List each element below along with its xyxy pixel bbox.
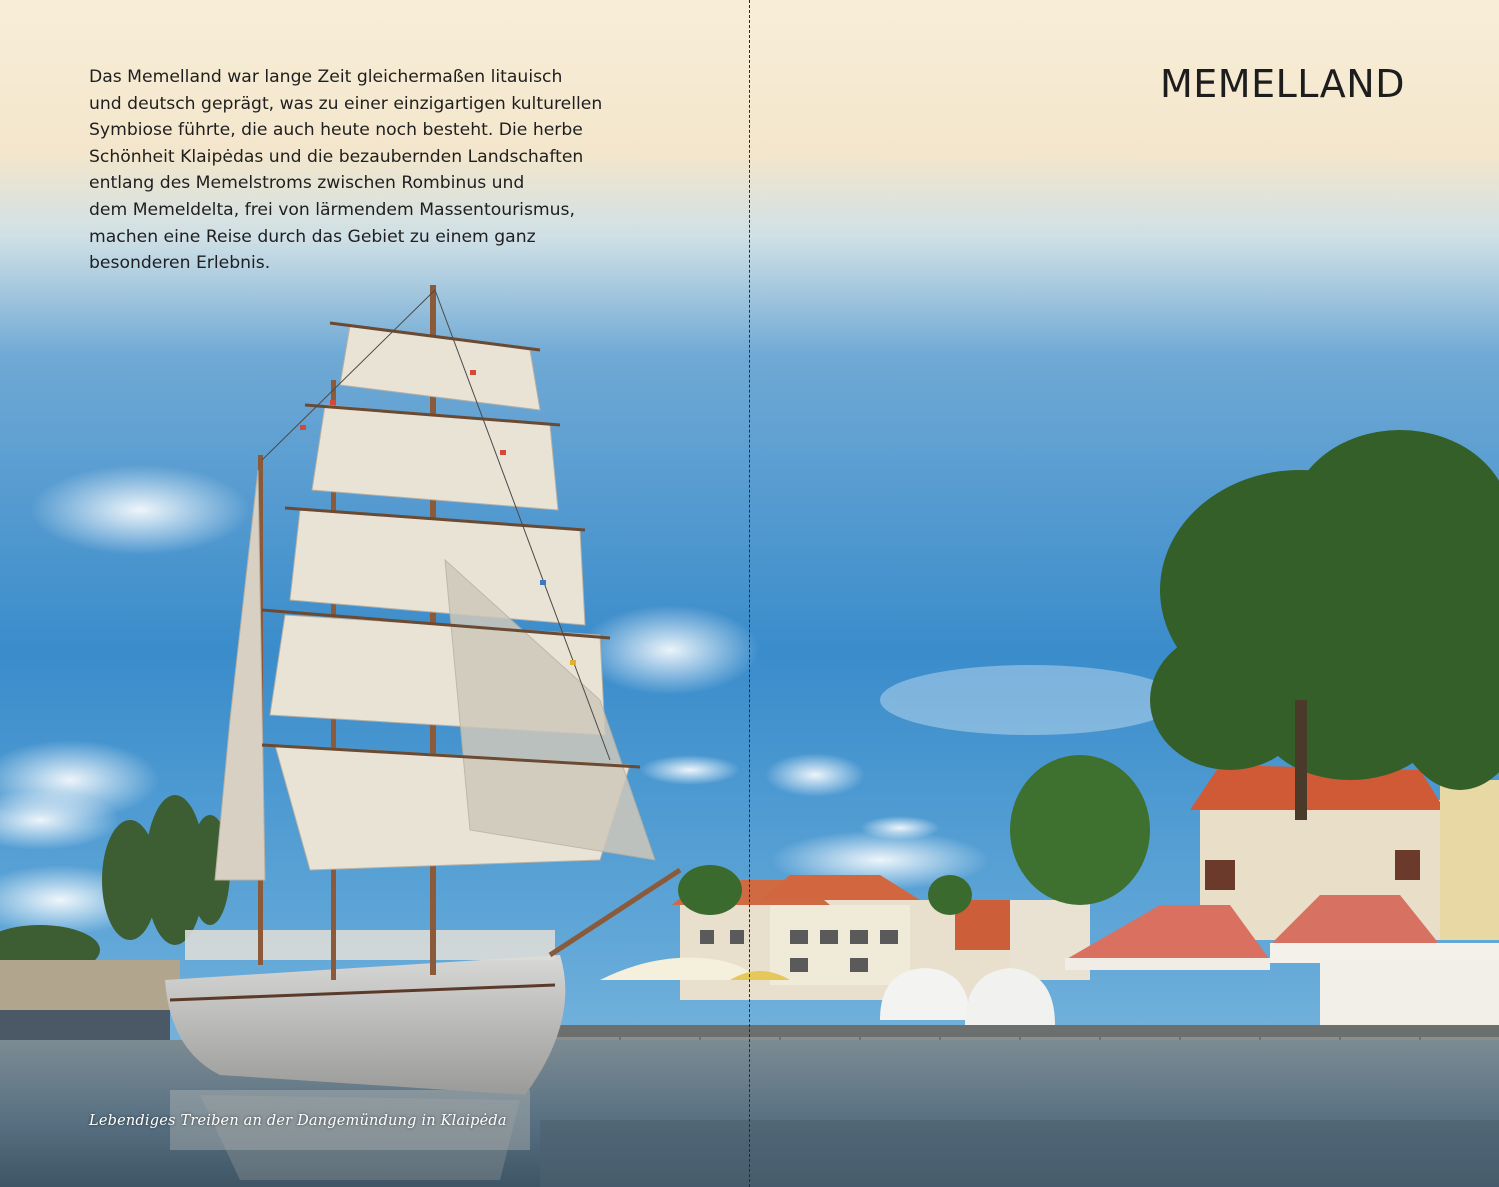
intro-line: dem Memeldelta, frei von lärmendem Massentourismus, (89, 199, 575, 220)
intro-line: Schönheit Klaipėdas und die bezaubernden Landschaften (89, 146, 584, 167)
intro-line: Das Memelland war lange Zeit gleichermaßen litauisch (89, 67, 563, 87)
page-gutter-divider (749, 0, 750, 1187)
intro-line: entlang des Memelstroms zwischen Rombinus und (89, 173, 525, 194)
photo-caption: Lebendiges Treiben an der Dangemündung in Klaipėda (89, 1113, 507, 1129)
intro-line: Symbiose führte, die auch heute noch besteht. Die herbe (89, 120, 583, 141)
intro-line: und deutsch geprägt, was zu einer einzigartigen kulturellen (89, 93, 603, 114)
intro-line: machen eine Reise durch das Gebiet zu einem ganz (89, 226, 536, 247)
intro-paragraph (89, 64, 609, 277)
page-title: MEMELLAND (1160, 62, 1405, 106)
intro-line: besonderen Erlebnis. (89, 253, 271, 274)
